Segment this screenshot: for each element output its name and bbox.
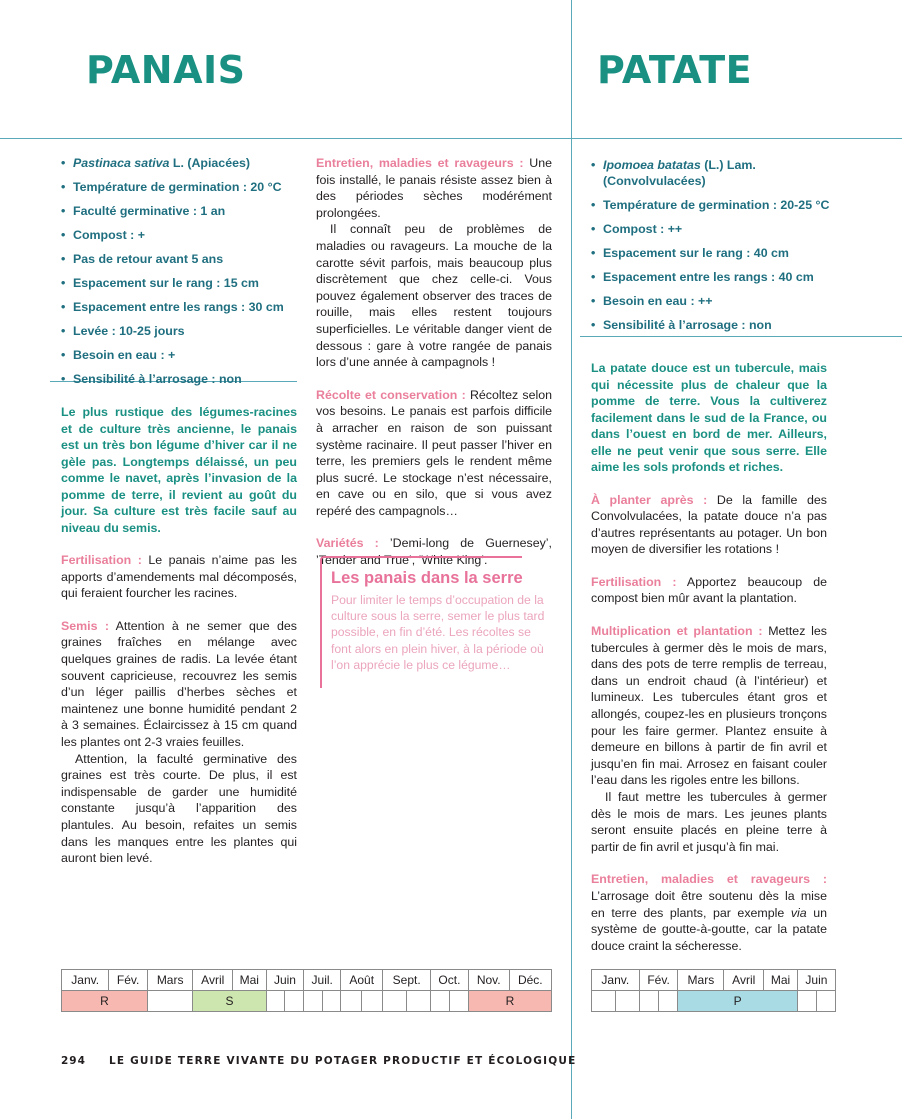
calendar-month: Janv. [592, 970, 640, 991]
fact-item: • Espacement sur le rang : 40 cm [591, 245, 831, 261]
fact-item: • Espacement entre les rangs : 40 cm [591, 269, 831, 285]
panais-semis: Semis : Attention à ne semer que des graines fraîches en mélange avec quelques graines de radis. La levée étant souvent capricieuse, recouvrez les semis d’un léger paillis d’herbes sèches et maintenez une bonne humidité pendant 2 à 3 semaines. Éclaircissez à 15 cm quand les plantes ont 2-3 vraies feuilles. [61, 618, 297, 749]
serre-box-title: Les panais dans la serre [331, 569, 523, 587]
fact-item: • Ipomoea batatas (L.) Lam. (Convolvulacées) [591, 157, 831, 189]
fact-item: • Besoin en eau : ++ [591, 293, 831, 309]
fact-item: • Faculté germinative : 1 an [61, 203, 297, 219]
fact-item: • Pastinaca sativa L. (Apiacées) [61, 155, 297, 171]
calendar-month: Janv. [62, 970, 109, 991]
fact-item: • Levée : 10-25 jours [61, 323, 297, 339]
fact-item: • Compost : ++ [591, 221, 831, 237]
panais-fertilisation: Fertilisation : Le panais n’aime pas les apports d’amendements mal décomposés, qui feraient fourcher les racines. [61, 553, 297, 601]
calendar-empty-cell [266, 991, 285, 1012]
calendar-month: Oct. [431, 970, 469, 991]
panais-intro: Le plus rustique des légumes-racines et de culture très ancienne, le panais est un très bon légume d’hiver car il ne gèle pas. Longtemps délaissé, un peu comme le navet, après l’invasion de la pomme de terre, il revient au goût du jour. Sa culture est très facile sauf au niveau du semis. [61, 405, 297, 535]
calendar-empty-cell [383, 991, 407, 1012]
calendar-empty-cell [341, 991, 362, 1012]
calendar-month: Avril [193, 970, 233, 991]
page-number: 294 [61, 1055, 86, 1067]
calendar-month: Sept. [383, 970, 431, 991]
calendar-month: Mai [764, 970, 798, 991]
calendar-band: P [678, 991, 797, 1012]
calendar-month: Mai [233, 970, 266, 991]
panais-facts-list [61, 155, 297, 395]
patate-planter: À planter après : De la famille des Convolvulacées, la patate douce n’a pas d’autres représentants au potager. Un bon moyen de diversifier les rotations ! [591, 492, 827, 557]
fact-item: • Espacement entre les rangs : 30 cm [61, 299, 297, 315]
patate-multiplication-continued: Il faut mettre les tubercules à germer dès le mois de mars. Les jeunes plants seront ensuite placés en pleine terre à partir de fin avril et jusqu’à fin mai. [591, 790, 827, 854]
calendar-month: Fév. [109, 970, 148, 991]
patate-fertilisation: Fertilisation : Apportez beaucoup de compost bien mûr avant la plantation. [591, 574, 827, 606]
panais-varietes: Variétés : ’Demi-long de Guernesey’, ’Tender and True’, ’White King’. [316, 536, 552, 568]
calendar-month: Août [341, 970, 383, 991]
calendar-empty-cell [816, 991, 835, 1012]
calendar-month: Juin [266, 970, 304, 991]
patate-column [591, 360, 827, 954]
serre-box-content [331, 569, 546, 673]
panais-recolte: Récolte et conservation : Récoltez selon vos besoins. Le panais est parfois difficile à arracher en raison de son puissant système racinaire. Il peut passer l’hiver en terre, les premiers gels le rendent même plus sucré. Le stockage n’est nécessaire, en cave ou en silo, que si vous avez repéré des campagnols… [316, 387, 553, 518]
fact-item: • Sensibilité à l’arrosage : non [591, 317, 831, 333]
panais-column-2 [316, 155, 552, 569]
fact-item: • Pas de retour avant 5 ans [61, 251, 297, 267]
calendar-empty-cell [322, 991, 340, 1012]
fact-item: • Sensibilité à l’arrosage : non [61, 371, 297, 387]
calendar-empty-cell [592, 991, 616, 1012]
calendar-month: Fév. [639, 970, 678, 991]
calendar-empty-cell [407, 991, 431, 1012]
panais-entretien-continued: Il connaît peu de problèmes de maladies ou ravageurs. La mouche de la carotte sévit parfois, mais beaucoup plus discrètement que chez celle-ci. Vous pouvez également observer des traces de rouille, mais elles restent toujours superficielles. Le véritable danger vient de dessous : gare à votre rangée de panais lors d’une année à campagnols ! [316, 222, 552, 370]
panais-semis-continued: Attention, la faculté germinative des graines est très courte. De plus, il est indispensable de garder une humidité constante jusqu’à l’apparition des plantules. Au besoin, refaites un semis dans les manques entre les plantes qui auront bien levé. [61, 751, 297, 866]
calendar-month: Nov. [468, 970, 509, 991]
fact-item: • Compost : + [61, 227, 297, 243]
panais-entretien: Entretien, maladies et ravageurs : Une fois installé, le panais résiste assez bien à des périodes sèches modérément prolongées. [316, 156, 552, 220]
calendar-empty-cell [147, 991, 193, 1012]
header-rule [0, 138, 902, 139]
fact-item: • Température de germination : 20-25 °C [591, 197, 831, 213]
calendar-band: R [468, 991, 551, 1012]
calendar-empty-cell [639, 991, 658, 1012]
fact-item: • Besoin en eau : + [61, 347, 297, 363]
calendar-month: Mars [147, 970, 193, 991]
fact-item: • Température de germination : 20 °C [61, 179, 297, 195]
calendar-band: R [62, 991, 148, 1012]
serre-box-text: Pour limiter le temps d’occupation de la culture sous la serre, semer le plus tard possible, en fin d’été. Les récoltes se font alors en plein hiver, à la période où l’on apprécie le plus ce légume… [331, 593, 545, 672]
calendar-month: Mars [678, 970, 724, 991]
fact-item: • Espacement sur le rang : 15 cm [61, 275, 297, 291]
book-title: LE GUIDE TERRE VIVANTE DU POTAGER PRODUCTIF ET ÉCOLOGIQUE [109, 1055, 577, 1067]
calendar-empty-cell [797, 991, 816, 1012]
calendar-empty-cell [362, 991, 383, 1012]
calendar-month: Juil. [304, 970, 341, 991]
panais-column-1 [61, 404, 297, 867]
calendar-month: Juin [797, 970, 835, 991]
calendar-month: Avril [724, 970, 764, 991]
patate-facts-list [591, 157, 831, 341]
calendar-empty-cell [615, 991, 639, 1012]
panais-title: PANAIS [86, 48, 246, 92]
patate-title: PATATE [597, 48, 753, 92]
patate-calendar [591, 969, 836, 1012]
calendar-month: Déc. [509, 970, 551, 991]
patate-intro: La patate douce est un tubercule, mais qui nécessite plus de chaleur que la pomme de terre. Vous la cultiverez facilement dans le sud de la France, ou dans l’ouest en bord de mer. Ailleurs, elle ne peut venir que sous serre. Elle aime les sols profonds et riches. [591, 361, 827, 474]
calendar-empty-cell [659, 991, 678, 1012]
patate-entretien: Entretien, maladies et ravageurs : L’arrosage doit être soutenu dès la mise en terre des plants, par exemple via un système de goutte-à-goutte, car la patate douce craint la sécheresse. [591, 872, 827, 953]
calendar-band: S [193, 991, 266, 1012]
page-divider [571, 0, 572, 1119]
calendar-empty-cell [285, 991, 304, 1012]
calendar-empty-cell [449, 991, 468, 1012]
calendar-empty-cell [304, 991, 322, 1012]
panais-calendar [61, 969, 552, 1012]
calendar-empty-cell [431, 991, 450, 1012]
patate-multiplication: Multiplication et plantation : Mettez les tubercules à germer dès le mois de mars, dans des pots de terre remplis de terreau, dans un endroit chaud (à l’intérieur) et lumineux. Les tubercules étant gros et allongés, coupez-les en plusieurs tronçons pour les faire germer. Plantez ensuite à demeure en billons à partir de fin avril et jusqu’en fin mai. Arrosez en faisant couler l’eau dans les rigoles entre les billons. [591, 624, 827, 788]
